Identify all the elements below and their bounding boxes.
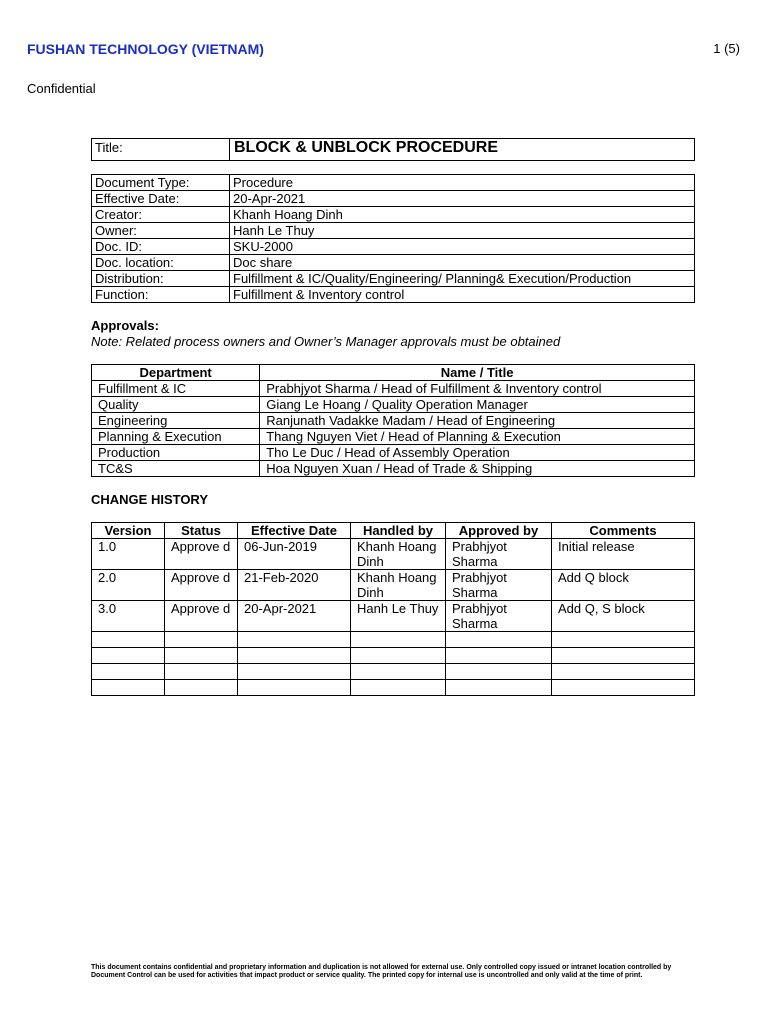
department-cell: Production	[92, 445, 260, 461]
page-number: 1 (5)	[713, 41, 740, 56]
comments-cell: Initial release	[552, 539, 695, 570]
column-header-comments: Comments	[552, 523, 695, 539]
document-title: BLOCK & UNBLOCK PROCEDURE	[230, 139, 695, 161]
department-cell: TC&S	[92, 461, 260, 477]
name-title-cell: Giang Le Hoang / Quality Operation Manager	[260, 397, 695, 413]
info-value: Fulfillment & Inventory control	[230, 287, 695, 303]
info-label: Creator:	[92, 207, 230, 223]
table-row	[92, 445, 695, 461]
empty-table-row	[92, 664, 695, 680]
column-header-department: Department	[92, 365, 260, 381]
approvals-note: Note: Related process owners and Owner’s Manager approvals must be obtained	[91, 334, 561, 349]
column-header-status: Status	[165, 523, 238, 539]
change-history-table	[91, 522, 695, 696]
info-value: Procedure	[230, 175, 695, 191]
info-row	[92, 191, 695, 207]
info-label: Doc. ID:	[92, 239, 230, 255]
name-title-cell: Thang Nguyen Viet / Head of Planning & Execution	[260, 429, 695, 445]
version-cell: 2.0	[92, 570, 165, 601]
title-table	[91, 138, 695, 161]
version-cell: 1.0	[92, 539, 165, 570]
name-title-cell: Tho Le Duc / Head of Assembly Operation	[260, 445, 695, 461]
column-header-name-title: Name / Title	[260, 365, 695, 381]
department-cell: Engineering	[92, 413, 260, 429]
info-row	[92, 175, 695, 191]
change-history-heading: CHANGE HISTORY	[91, 492, 209, 507]
version-cell: 3.0	[92, 601, 165, 632]
info-value: Doc share	[230, 255, 695, 271]
approved-by-cell: Prabhjyot Sharma	[446, 601, 552, 632]
column-header-version: Version	[92, 523, 165, 539]
info-row	[92, 207, 695, 223]
effective-date-cell: 20-Apr-2021	[238, 601, 351, 632]
department-cell: Planning & Execution	[92, 429, 260, 445]
handled-by-cell: Khanh Hoang Dinh	[351, 539, 446, 570]
info-label: Distribution:	[92, 271, 230, 287]
footer-disclaimer: This document contains confidential and proprietary information and duplication is not allowed for external use. Only controlled copy issued or intranet location controlled by Document Control can be used for activities that impact product or service quality. The printed copy for internal use is uncontrolled and only valid at the time of print.	[91, 964, 672, 979]
handled-by-cell: Khanh Hoang Dinh	[351, 570, 446, 601]
table-row	[92, 570, 695, 601]
empty-table-row	[92, 632, 695, 648]
effective-date-cell: 06-Jun-2019	[238, 539, 351, 570]
table-row	[92, 601, 695, 632]
table-row	[92, 461, 695, 477]
classification-label: Confidential	[27, 81, 96, 96]
info-value: SKU-2000	[230, 239, 695, 255]
column-header-approved-by: Approved by	[446, 523, 552, 539]
info-row	[92, 271, 695, 287]
info-label: Effective Date:	[92, 191, 230, 207]
info-value: Fulfillment & IC/Quality/Engineering/ Planning& Execution/Production	[230, 271, 695, 287]
column-header-handled-by: Handled by	[351, 523, 446, 539]
table-row	[92, 381, 695, 397]
name-title-cell: Prabhjyot Sharma / Head of Fulfillment & Inventory control	[260, 381, 695, 397]
title-label: Title:	[92, 139, 230, 161]
company-name: FUSHAN TECHNOLOGY (VIETNAM)	[27, 41, 264, 57]
name-title-cell: Ranjunath Vadakke Madam / Head of Engineering	[260, 413, 695, 429]
approvals-table	[91, 364, 695, 477]
approved-by-cell: Prabhjyot Sharma	[446, 539, 552, 570]
info-label: Owner:	[92, 223, 230, 239]
table-row	[92, 429, 695, 445]
info-row	[92, 255, 695, 271]
info-row	[92, 287, 695, 303]
name-title-cell: Hoa Nguyen Xuan / Head of Trade & Shipping	[260, 461, 695, 477]
comments-cell: Add Q block	[552, 570, 695, 601]
info-row	[92, 223, 695, 239]
approvals-heading: Approvals:	[91, 318, 159, 333]
table-row	[92, 413, 695, 429]
info-value: Khanh Hoang Dinh	[230, 207, 695, 223]
info-label: Doc. location:	[92, 255, 230, 271]
info-value: Hanh Le Thuy	[230, 223, 695, 239]
handled-by-cell: Hanh Le Thuy	[351, 601, 446, 632]
info-label: Document Type:	[92, 175, 230, 191]
info-row	[92, 239, 695, 255]
table-row	[92, 397, 695, 413]
department-cell: Fulfillment & IC	[92, 381, 260, 397]
comments-cell: Add Q, S block	[552, 601, 695, 632]
status-cell: Approve d	[165, 570, 238, 601]
department-cell: Quality	[92, 397, 260, 413]
info-label: Function:	[92, 287, 230, 303]
status-cell: Approve d	[165, 601, 238, 632]
table-row	[92, 539, 695, 570]
column-header-effective-date: Effective Date	[238, 523, 351, 539]
status-cell: Approve d	[165, 539, 238, 570]
approved-by-cell: Prabhjyot Sharma	[446, 570, 552, 601]
effective-date-cell: 21-Feb-2020	[238, 570, 351, 601]
empty-table-row	[92, 648, 695, 664]
document-info-table	[91, 174, 695, 303]
empty-table-row	[92, 680, 695, 696]
info-value: 20-Apr-2021	[230, 191, 695, 207]
